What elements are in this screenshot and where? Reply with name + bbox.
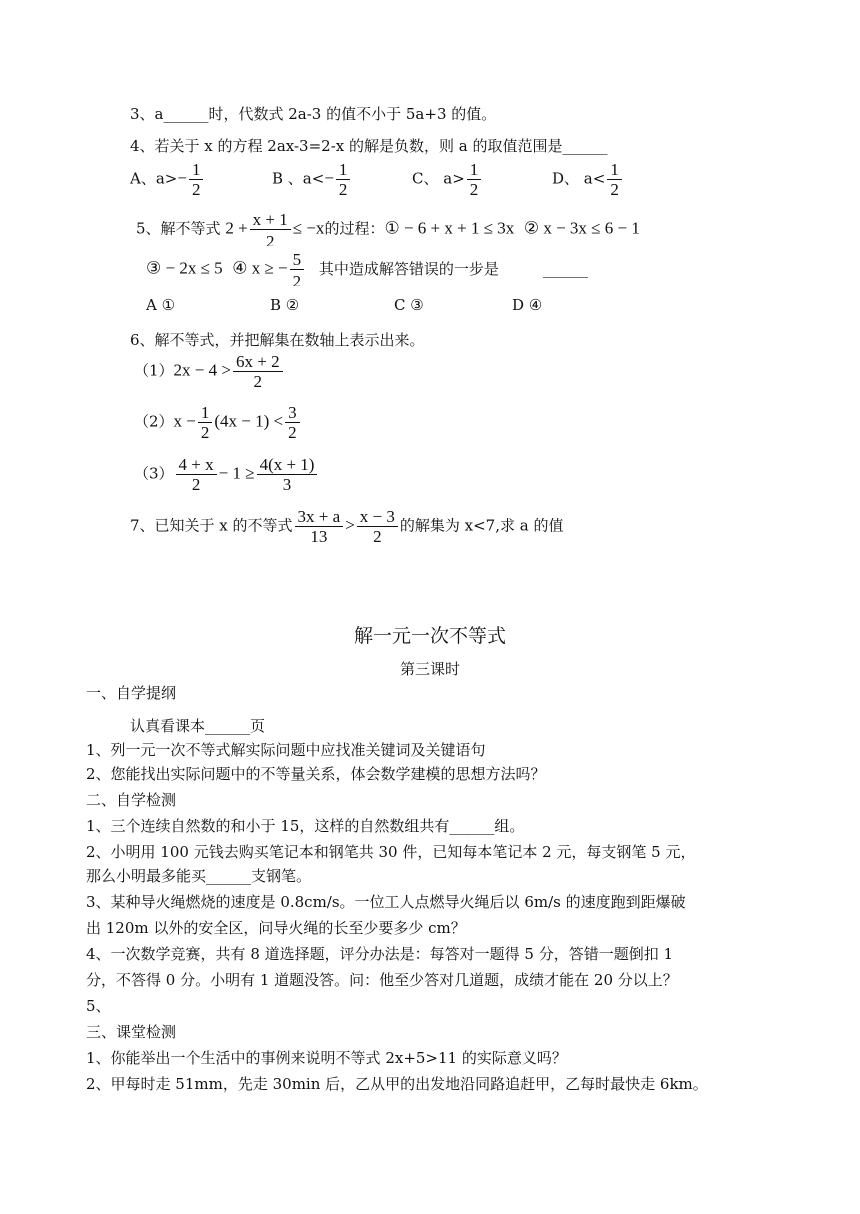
self-check-3-line-2: 出 120m 以外的安全区，问导火绳的长至少要多少 cm？ bbox=[86, 919, 466, 937]
question-5-continued: ③ − 2x ≤ 5 ④ x ≥ − $\frac{5}{2}$ 其中造成解答错误的一步是 ______ bbox=[146, 250, 588, 286]
outline-item-1: 1、列一元一次不等式解实际问题中应找准关键词及关键语句 bbox=[86, 741, 486, 759]
question-6: 6、解不等式，并把解集在数轴上表示出来。 bbox=[130, 331, 425, 349]
section-subtitle: 第三课时 bbox=[399, 660, 460, 678]
question-3: 3、a______时，代数式 2a-3 的值不小于 5a+3 的值。 bbox=[130, 105, 497, 123]
heading-class-check: 三、课堂检测 bbox=[86, 1023, 177, 1041]
outline-read-textbook: 认真看课本______页 bbox=[130, 717, 266, 735]
q4-option-d: D、 a< $\frac{1}{2}$ bbox=[552, 160, 624, 199]
self-check-2-line-1: 2、小明用 100 元钱去购买笔记本和钢笔共 30 件，已知每本笔记本 2 元，每支钢笔 5 元， bbox=[86, 843, 696, 861]
class-check-1: 1、你能举出一个生活中的事例来说明不等式 2x+5>11 的实际意义吗？ bbox=[86, 1049, 567, 1067]
q5-option-b: B ② bbox=[270, 296, 300, 314]
heading-self-check: 二、自学检测 bbox=[86, 791, 177, 809]
q5-option-a: A ① bbox=[146, 296, 176, 314]
q5-option-c: C ③ bbox=[394, 296, 424, 314]
heading-self-study-outline: 一、自学提纲 bbox=[86, 684, 177, 702]
q6-part-2: （2）x − $\frac{1}{2}$ (4x − 1) < $\frac{3}{2}$ bbox=[134, 403, 302, 442]
question-4: 4、若关于 x 的方程 2ax-3=2-x 的解是负数，则 a 的取值范围是______ bbox=[130, 137, 608, 155]
self-check-3-line-1: 3、某种导火绳燃烧的速度是 0.8cm/s。一位工人点燃导火绳后以 6m/s 的速度跑到距爆破 bbox=[86, 893, 686, 911]
section-title: 解一元一次不等式 bbox=[353, 625, 506, 647]
q4-option-b: B 、a<− $\frac{1}{2}$ bbox=[272, 160, 352, 199]
self-check-2-line-2: 那么小明最多能买______支钢笔。 bbox=[86, 867, 312, 885]
self-check-4-line-1: 4、一次数学竞赛，共有 8 道选择题，评分办法是：每答对一题得 5 分，答错一题倒扣 1 bbox=[86, 945, 674, 963]
q4-option-c: C、 a> $\frac{1}{2}$ bbox=[412, 160, 483, 199]
class-check-2: 2、甲每时走 51mm，先走 30min 后，乙从甲的出发地沿同路追赶甲，乙每时最快走 6km。 bbox=[86, 1075, 708, 1093]
outline-item-2: 2、您能找出实际问题中的不等量关系，体会数学建模的思想方法吗？ bbox=[86, 765, 546, 783]
question-7: 7、已知关于 x 的不等式 $\frac{3x + a}{13}$ > $\frac{x - 3}{2}$ 的解集为 x<7,求 a 的值 bbox=[130, 507, 564, 546]
self-check-1: 1、三个连续自然数的和小于 15，这样的自然数组共有______组。 bbox=[86, 817, 525, 835]
self-check-4-line-2: 分，不答得 0 分。小明有 1 道题没答。问：他至少答对几道题，成绩才能在 20 分以上？ bbox=[86, 971, 678, 989]
question-5: 5、解不等式 2 + $\frac{x + 1}{2}$ ≤ −x的过程：① − 6 + x + 1 ≤ 3x ② x − 3x ≤ 6 − 1 bbox=[136, 210, 640, 246]
q6-part-1: （1）2x − 4 > $\frac{6x + 2}{2}$ bbox=[134, 352, 285, 391]
self-check-5: 5、 bbox=[86, 997, 111, 1015]
q4-option-a: A、a>− $\frac{1}{2}$ bbox=[130, 160, 205, 199]
q5-option-d: D ④ bbox=[512, 296, 543, 314]
q6-part-3: （3） $\frac{4 + x}{2}$ − 1 ≥ $\frac{4(x + 1)}{3}$ bbox=[134, 455, 319, 494]
